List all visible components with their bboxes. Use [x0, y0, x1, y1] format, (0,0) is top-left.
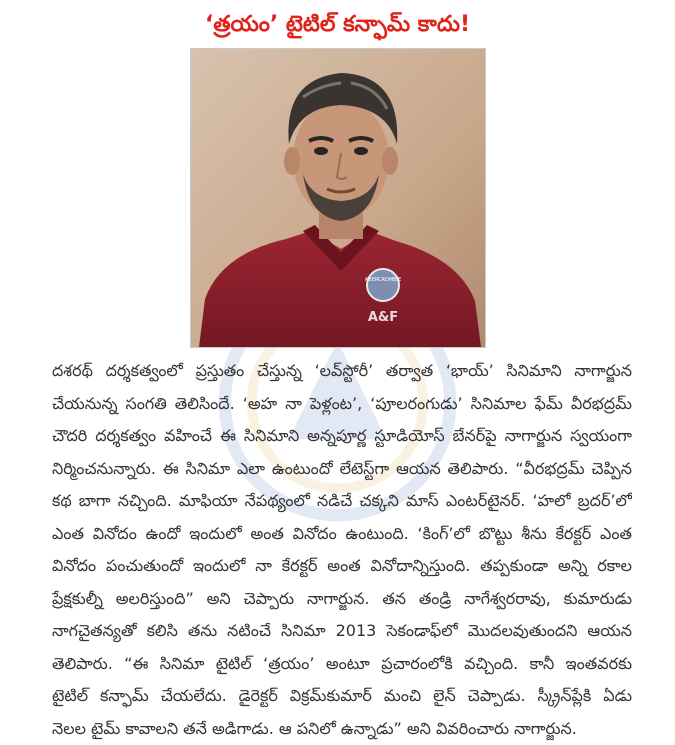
article-line: టైటిల్ కన్ఫామ్ చేయలేదు. డైరెక్టర్ విక్రమ్‌కుమార్ మంచి లైన్ చెప్పాడు. స్క్రీన్‌ప్లేకి ఏడు: [52, 680, 632, 713]
article-line: తెలిపారు. “ఈ సినిమా టైటిల్ ‘త్రయం’ అంటూ ప్రచారంలోకి వచ్చింది. కానీ ఇంతవరకు: [52, 648, 632, 681]
article-body: [52, 355, 632, 745]
shirt-logo-text: A&F: [368, 310, 398, 325]
article-photo: [190, 48, 486, 348]
article-line: నెలల టైమ్ కావాలని తనే అడిగాడు. ఆ పనిలో ఉన్నాడు” అని వివరించారు నాగార్జున.: [52, 713, 632, 745]
article-line: దశరథ్ దర్శకత్వంలో ప్రస్తుతం చేస్తున్న ‘లవ్‌స్టోరీ’ తర్వాత ‘భాయ్’ సినిమాని నాగార్జున: [52, 355, 632, 388]
article-line: వినోదం పంచుతుందో ఇందులో నా కేరక్టర్ అంత వినోదాన్నిస్తుంది. తప్పకుండా అన్ని రకాల: [52, 550, 632, 583]
article-line: చేయనున్న సంగతి తెలిసిందే. ‘అహ నా పెళ్లంట’, ‘పూలరంగుడు’ సినిమాల ఫేమ్ వీరభద్రమ్: [52, 388, 632, 421]
shirt-badge: [367, 269, 399, 301]
article-line: చౌదరి దర్శకత్వం వహించే ఈ సినిమాని అన్నపూర్ణ స్టూడియోస్ బేనర్‌పై నాగార్జున స్వయంగా: [52, 420, 632, 453]
article-line: ప్రేక్షకుల్నీ అలరిస్తుంది” అని చెప్పారు నాగార్జున. తన తండ్రి నాగేశ్వరరావు, కుమారుడు: [52, 583, 632, 616]
article-headline: ‘త్రయం’ టైటిల్ కన్ఫామ్ కాదు!: [0, 10, 675, 40]
left-ear: [284, 147, 300, 175]
right-ear: [382, 147, 398, 175]
right-eye: [354, 147, 368, 155]
article-line: నాగచైతన్యతో కలిసి తను నటించే సినిమా 2013 సెకండాఫ్‌లో మొదలవుతుందని ఆయన: [52, 615, 632, 648]
shirt-badge-text: ABERCROMBIE: [365, 277, 402, 283]
left-eye: [314, 147, 328, 155]
article-line: కథ బాగా నచ్చింది. మాఫియా నేపథ్యంలో నడిచే చక్కని మాస్ ఎంటర్‌టైనర్. ‘హలో బ్రదర్’లో: [52, 485, 632, 518]
article-line: ఎంత వినోదం ఉందో ఇందులో అంత వినోదం ఉంటుంది. ‘కింగ్’లో బొట్టు శీను కేరక్టర్ ఎంత: [52, 518, 632, 551]
article-line: నిర్మించనున్నారు. ఈ సినిమా ఎలా ఉంటుందో లేటెస్ట్‌గా ఆయన తెలిపారు. “వీరభద్రమ్ చెప్పిన: [52, 453, 632, 486]
portrait-illustration: [191, 49, 485, 347]
